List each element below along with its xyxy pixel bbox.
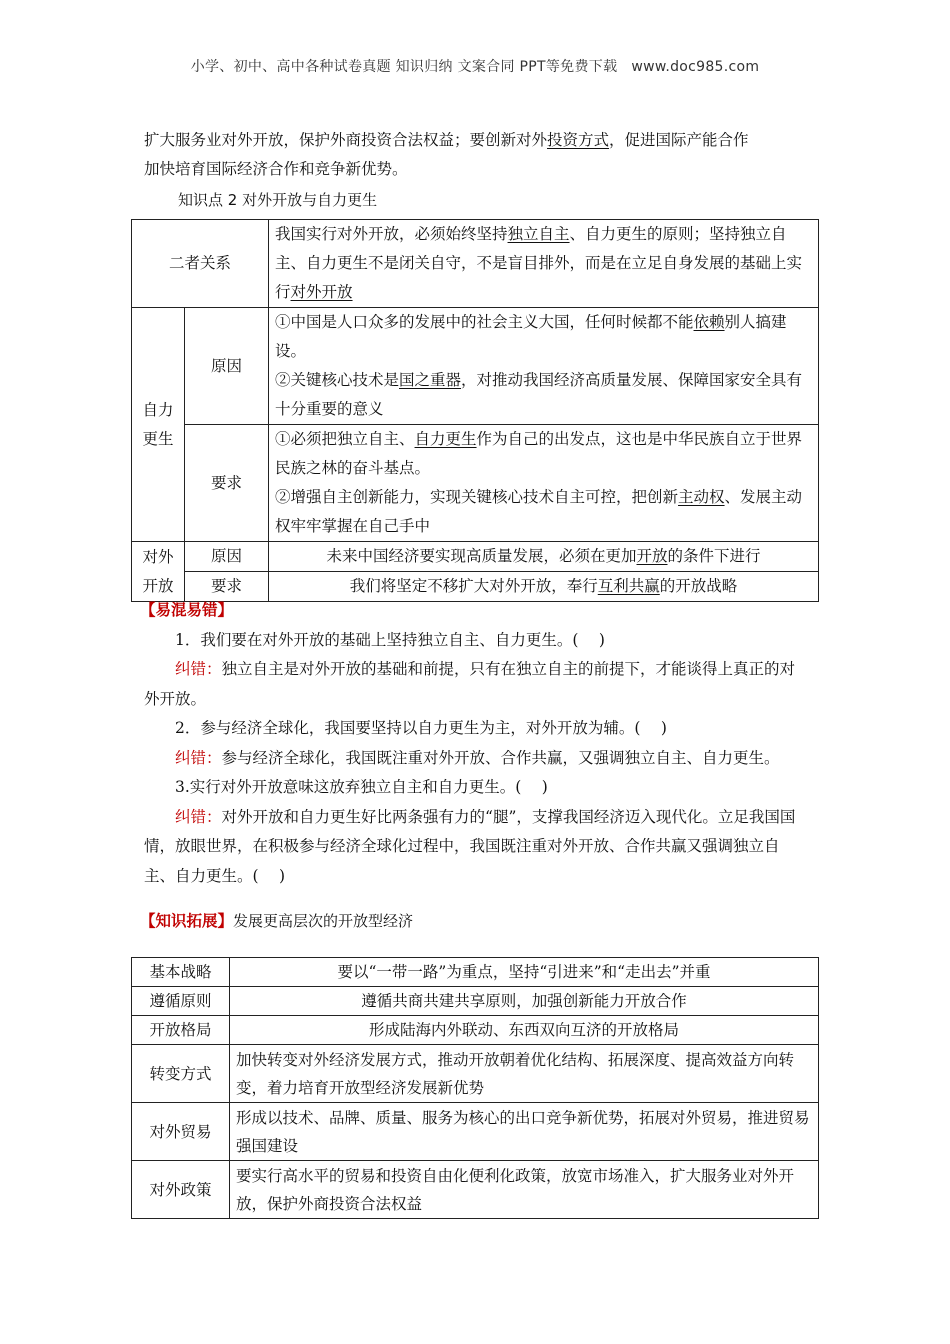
row-key: 基本战略	[132, 958, 230, 987]
row-value: 加快转变对外经济发展方式，推动开放朝着优化结构、拓展深度、提高效益方向转变，着力培育开放型经济发展新优势	[230, 1045, 819, 1103]
table-row	[132, 987, 819, 1016]
row-key: 对外贸易	[132, 1103, 230, 1161]
table-row	[132, 1045, 819, 1103]
cell-text: ①必须把独立自主、	[275, 430, 415, 448]
label-line: 自力	[142, 400, 174, 419]
row-content	[269, 220, 819, 308]
row-value: 要以“一带一路”为重点，坚持“引进来”和“走出去”并重	[230, 958, 819, 987]
reason-content	[269, 308, 819, 425]
row-key: 转变方式	[132, 1045, 230, 1103]
requirement-label: 要求	[185, 425, 269, 542]
row-value: 形成陆海内外联动、东西双向互济的开放格局	[230, 1016, 819, 1045]
intro-paragraph-1	[144, 126, 809, 155]
section-title: 发展更高层次的开放型经济	[233, 912, 414, 930]
correction-text: 独立自主是对外开放的基础和前提，只有在独立自主的前提下，才能谈得上真正的对外开放。	[144, 660, 796, 708]
cell-text: 的开放战略	[659, 577, 738, 595]
reason-content	[269, 542, 819, 572]
cell-text: 我国实行对外开放，必须始终坚持	[275, 225, 508, 243]
cell-underline: 互利共赢	[597, 577, 660, 595]
section-label: 【知识拓展】	[140, 912, 234, 930]
table-row	[132, 542, 819, 572]
correction-label: 纠错：	[175, 748, 222, 767]
table-row	[132, 425, 819, 542]
correction-text: 对外开放和自力更生好比两条强有力的“腿”，支撑我国经济迈入现代化。立足我国国情，放眼世界，在积极参与经济全球化过程中，我国既注重对外开放、合作共赢又强调独立自主、自力更生。( )	[144, 807, 796, 885]
cell-text: 未来中国经济要实现高质量发展，必须在更加	[326, 547, 637, 565]
intro-text: 扩大服务业对外开放，保护外商投资合法权益；要创新对外	[144, 131, 548, 149]
self-reliance-label	[132, 308, 185, 542]
correction-label: 纠错：	[175, 660, 222, 678]
cell-text: ，对推动我国经济高质量发展、保障国家安全具有十分重要的意义	[275, 371, 803, 418]
row-key: 对外政策	[132, 1161, 230, 1219]
cell-text: ①中国是人口众多的发展中的社会主义大国，任何时候都不能	[275, 313, 694, 331]
cell-underline: 自力更生	[414, 430, 477, 448]
mistakes-block	[140, 596, 809, 951]
question-3: 3.实行对外开放意味这放弃独立自主和自力更生。( )	[175, 778, 548, 796]
cell-text: 作为自己的出发点，这也是中华民族自立于世界民族之林的奋斗基点。	[275, 430, 803, 477]
intro-text: ，促进国际产能合作	[609, 131, 749, 149]
correction-3	[144, 803, 809, 892]
table-row	[132, 308, 819, 425]
knowledge-table	[131, 219, 819, 602]
opening-label	[132, 542, 185, 602]
expand-table	[131, 957, 819, 1219]
cell-text: 我们将坚定不移扩大对外开放，奉行	[349, 577, 598, 595]
intro-block	[144, 126, 809, 218]
row-value: 要实行高水平的贸易和投资自由化便利化政策，放宽市场准入，扩大服务业对外开放，保护外商投资合法权益	[230, 1161, 819, 1219]
reason-label: 原因	[185, 308, 269, 425]
mistakes-heading	[140, 596, 809, 626]
table-row	[132, 220, 819, 308]
cell-text: ②关键核心技术是	[275, 371, 400, 389]
cell-text: 的条件下进行	[667, 547, 761, 565]
knowledge-point-title: 知识点 2 对外开放与自力更生	[178, 191, 378, 209]
table-row	[132, 1103, 819, 1161]
row-value: 遵循共商共建共享原则，加强创新能力开放合作	[230, 987, 819, 1016]
section-label: 【易混易错】	[140, 601, 234, 619]
correction-text: 参与经济全球化，我国既注重对外开放、合作共赢，又强调独立自主、自力更生。	[221, 748, 780, 767]
cell-underline: 依赖	[693, 313, 725, 331]
header-text: 小学、初中、高中各种试卷真题 知识归纳 文案合同 PPT等免费下载	[190, 59, 618, 75]
question-1: 1．我们要在对外开放的基础上坚持独立自主、自力更生。( )	[175, 630, 605, 649]
cell-underline: 主动权	[678, 488, 725, 506]
table-row	[132, 1016, 819, 1045]
requirement-label: 要求	[185, 572, 269, 602]
table-row	[132, 1161, 819, 1219]
row-key: 遵循原则	[132, 987, 230, 1016]
correction-1	[144, 655, 809, 714]
correction-label: 纠错：	[175, 807, 222, 826]
cell-underline: 独立自主	[507, 225, 570, 243]
cell-underline: 开放	[636, 547, 668, 565]
cell-text: 、发展主动权牢牢掌握在自己手中	[275, 488, 803, 535]
page-header	[0, 56, 950, 76]
label-line: 开放	[142, 576, 174, 595]
cell-text: 、自力更生的原则；坚持独立自主、自力更生不是闭关自守，不是盲目排外，而是在立足自身发展的基础上实行	[275, 225, 803, 301]
intro-paragraph-2: 加快培育国际经济合作和竞争新优势。	[144, 160, 408, 178]
requirement-content	[269, 425, 819, 542]
cell-underline: 对外开放	[290, 283, 353, 301]
row-key: 开放格局	[132, 1016, 230, 1045]
cell-text: ②增强自主创新能力，实现关键核心技术自主可控，把创新	[275, 488, 679, 506]
cell-text: 别人搞建设。	[275, 313, 787, 360]
reason-label: 原因	[185, 542, 269, 572]
row-label: 二者关系	[132, 220, 269, 308]
cell-underline: 国之重器	[399, 371, 462, 389]
question-2: 2．参与经济全球化，我国要坚持以自力更生为主，对外开放为辅。( )	[175, 719, 667, 737]
header-site-link[interactable]: www.doc985.com	[631, 59, 760, 75]
label-line: 更生	[142, 429, 174, 448]
label-line: 对外	[142, 547, 174, 566]
row-value: 形成以技术、品牌、质量、服务为核心的出口竞争新优势，拓展对外贸易，推进贸易强国建设	[230, 1103, 819, 1161]
intro-underline: 投资方式	[547, 131, 610, 149]
expand-heading	[140, 906, 809, 936]
table-row	[132, 958, 819, 987]
correction-2	[144, 744, 809, 774]
